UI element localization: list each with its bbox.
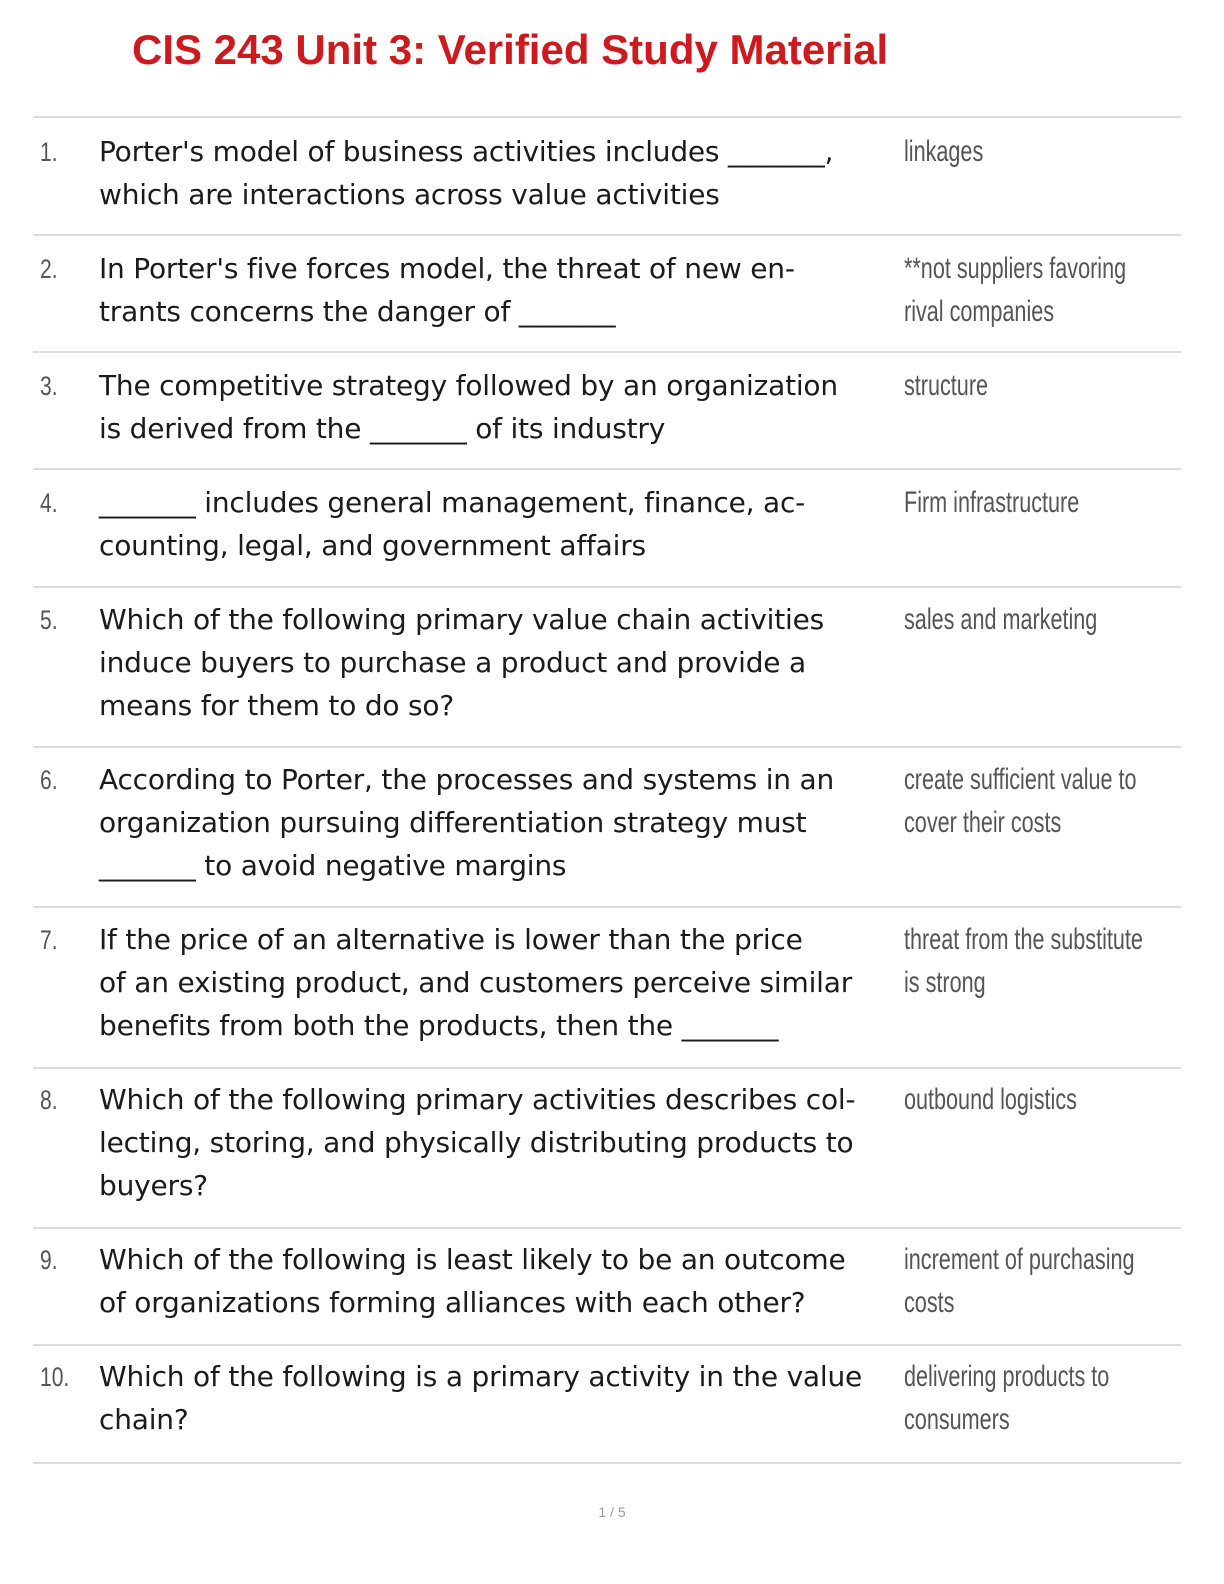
divider <box>33 1067 1181 1069</box>
question-text <box>99 247 899 333</box>
divider <box>33 351 1181 353</box>
question-line: Which of the following primary value chain activities <box>99 603 824 636</box>
page-number: 1 / 5 <box>598 1504 626 1520</box>
question-line: Which of the following is least likely to be an outcome <box>99 1243 846 1276</box>
answer-text <box>904 481 1134 524</box>
question-line: of organizations forming alliances with each other? <box>99 1286 806 1319</box>
divider <box>33 468 1181 470</box>
answer-line: create sufficient value to <box>904 763 1137 796</box>
question-line: _______ to avoid negative margins <box>99 849 567 882</box>
question-number: 9. <box>40 1245 58 1275</box>
answer-line: is strong <box>904 966 986 999</box>
divider <box>33 906 1181 908</box>
answer-line: rival companies <box>904 295 1055 328</box>
question-line: which are interactions across value activities <box>99 178 720 211</box>
answer-text <box>904 364 1134 407</box>
answer-text <box>904 1078 1134 1121</box>
divider <box>33 116 1181 118</box>
answer-text <box>904 1355 1134 1441</box>
question-text <box>99 598 899 727</box>
answer-text <box>904 918 1143 1004</box>
answer-line: costs <box>904 1286 955 1319</box>
answer-line: delivering products to <box>904 1360 1110 1393</box>
answer-line: sales and marketing <box>904 603 1098 636</box>
question-number: 1. <box>40 137 58 167</box>
question-line: Which of the following primary activities describes col- <box>99 1083 856 1116</box>
question-number: 8. <box>40 1085 58 1115</box>
question-line: organization pursuing differentiation strategy must <box>99 806 807 839</box>
question-line: induce buyers to purchase a product and provide a <box>99 646 806 679</box>
page-title: CIS 243 Unit 3: Verified Study Material <box>132 26 889 73</box>
question-text <box>99 1078 899 1207</box>
divider <box>33 1227 1181 1229</box>
question-line: _______ includes general management, finance, ac- <box>99 486 806 519</box>
question-line: In Porter's five forces model, the threat of new en- <box>99 252 795 285</box>
question-number: 6. <box>40 765 58 795</box>
question-line: of an existing product, and customers perceive similar <box>99 966 853 999</box>
question-text <box>99 364 899 450</box>
question-line: If the price of an alternative is lower than the price <box>99 923 803 956</box>
question-line: benefits from both the products, then the _______ <box>99 1009 779 1042</box>
answer-line: cover their costs <box>904 806 1062 839</box>
question-number: 10. <box>40 1362 70 1392</box>
answer-line: Firm infrastructure <box>904 486 1080 519</box>
question-line: is derived from the _______ of its industry <box>99 412 666 445</box>
divider <box>33 1462 1181 1464</box>
answer-text <box>904 598 1134 641</box>
answer-text <box>904 247 1134 333</box>
question-line: lecting, storing, and physically distributing products to <box>99 1126 854 1159</box>
question-line: chain? <box>99 1403 189 1436</box>
question-line: buyers? <box>99 1169 208 1202</box>
answer-line: outbound logistics <box>904 1083 1077 1116</box>
question-text <box>99 1238 899 1324</box>
question-line: Which of the following is a primary activity in the value <box>99 1360 863 1393</box>
question-line: trants concerns the danger of _______ <box>99 295 616 328</box>
question-text <box>99 1355 899 1441</box>
question-line: According to Porter, the processes and systems in an <box>99 763 835 796</box>
answer-line: consumers <box>904 1403 1010 1436</box>
answer-line: threat from the substitute <box>904 923 1143 956</box>
divider <box>33 586 1181 588</box>
question-text <box>99 918 899 1047</box>
question-number: 5. <box>40 605 58 635</box>
question-number: 3. <box>40 371 58 401</box>
answer-line: **not suppliers favoring <box>904 252 1127 285</box>
question-line: means for them to do so? <box>99 689 455 722</box>
divider <box>33 746 1181 748</box>
question-number: 4. <box>40 488 58 518</box>
question-text <box>99 130 899 216</box>
answer-text <box>904 758 1137 844</box>
answer-line: increment of purchasing <box>904 1243 1135 1276</box>
question-number: 7. <box>40 925 58 955</box>
divider <box>33 1344 1181 1346</box>
question-number: 2. <box>40 254 58 284</box>
answer-line: structure <box>904 369 989 402</box>
question-text <box>99 481 899 567</box>
question-line: counting, legal, and government affairs <box>99 529 646 562</box>
answer-text <box>904 1238 1134 1324</box>
divider <box>33 234 1181 236</box>
question-line: Porter's model of business activities includes _______, <box>99 135 834 168</box>
question-line: The competitive strategy followed by an organization <box>99 369 838 402</box>
answer-text <box>904 130 1134 173</box>
answer-line: linkages <box>904 135 984 168</box>
question-text <box>99 758 899 887</box>
